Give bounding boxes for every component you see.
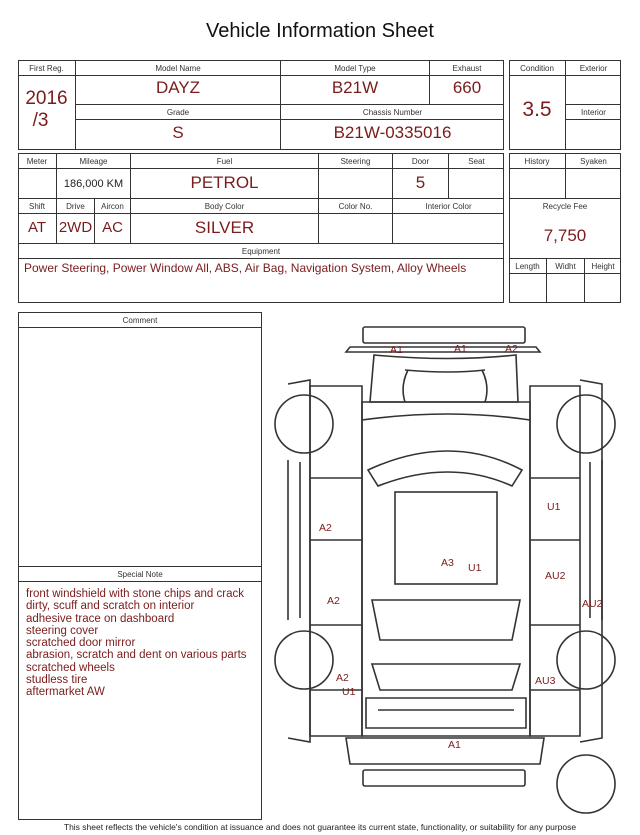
note-line: scratched door mirror	[26, 637, 136, 650]
door-value: 5	[415, 173, 426, 192]
damage-mark: A3	[441, 557, 454, 569]
exhaust-value: 660	[452, 78, 482, 97]
damage-mark: A1	[448, 739, 461, 751]
damage-mark: AU3	[535, 675, 556, 687]
exterior-label: Exterior	[579, 64, 608, 73]
seat-label: Seat	[468, 157, 485, 166]
model-type-label: Model Type	[334, 64, 376, 73]
damage-mark: AU2	[545, 570, 566, 582]
model-name-value: DAYZ	[155, 78, 201, 97]
body-color-label: Body Color	[204, 202, 245, 211]
interior-label: Interior	[581, 108, 606, 117]
aircon-value: AC	[102, 219, 123, 236]
front-left-wheel	[275, 395, 333, 453]
aircon-label: Aircon	[101, 202, 124, 211]
model-type-value: B21W	[331, 78, 379, 97]
damage-mark: A2	[319, 522, 332, 534]
mileage-value: 186,000 KM	[63, 178, 124, 190]
damage-mark: A1	[454, 343, 467, 355]
syaken-label: Syaken	[580, 157, 607, 166]
note-line: adhesive trace on dashboard	[26, 612, 175, 625]
spare-wheel	[557, 755, 615, 813]
condition-value: 3.5	[522, 98, 552, 121]
comment-label: Comment	[122, 316, 158, 325]
damage-mark: A1	[390, 344, 403, 356]
first-reg-label: First Reg.	[29, 64, 64, 73]
condition-label: Condition	[520, 64, 554, 73]
damage-mark: A2	[327, 595, 340, 607]
chassis-number-value: B21W-0335016	[333, 123, 452, 142]
damage-mark: A2	[505, 343, 518, 355]
recycle-fee-label: Recycle Fee	[542, 202, 588, 211]
drive-label: Drive	[66, 202, 85, 211]
shift-value: AT	[27, 219, 47, 236]
interior-color-label: Interior Color	[425, 202, 472, 211]
page-title: Vehicle Information Sheet	[206, 20, 434, 42]
damage-mark: U1	[547, 501, 561, 513]
special-note-list	[26, 588, 254, 699]
drive-value: 2WD	[58, 219, 93, 236]
width-label: Widht	[555, 262, 576, 271]
body-color-value: SILVER	[194, 218, 255, 237]
special-note-label: Special Note	[117, 570, 163, 579]
first-reg-month: /3	[32, 110, 49, 131]
damage-mark: A2	[336, 672, 349, 684]
equipment-label: Equipment	[241, 247, 281, 256]
damage-mark: U1	[468, 562, 482, 574]
chassis-number-label: Chassis Number	[362, 108, 423, 117]
exhaust-label: Exhaust	[452, 64, 482, 73]
fuel-value: PETROL	[190, 173, 259, 192]
history-label: History	[524, 157, 550, 166]
damage-mark: AU2	[582, 598, 603, 610]
height-label: Height	[591, 262, 615, 271]
note-line: abrasion, scratch and dent on various parts	[26, 649, 247, 662]
disclaimer-footer: This sheet reflects the vehicle's condition at issuance and does not guarantee its current state, functionality, or suitability for any purpose	[63, 822, 577, 832]
grade-value: S	[172, 123, 184, 142]
note-line: aftermarket AW	[26, 686, 105, 699]
note-line: steering cover	[26, 624, 99, 637]
equipment-value: Power Steering, Power Window All, ABS, Air Bag, Navigation System, Alloy Wheels	[24, 261, 467, 275]
door-label: Door	[411, 157, 430, 166]
color-no-label: Color No.	[338, 202, 373, 211]
front-right-wheel	[557, 395, 615, 453]
note-line: scratched wheels	[26, 661, 115, 674]
recycle-fee-value: 7,750	[543, 226, 587, 245]
model-name-label: Model Name	[155, 64, 201, 73]
mileage-label: Mileage	[79, 157, 108, 166]
rear-right-wheel	[557, 631, 615, 689]
length-label: Length	[515, 262, 540, 271]
fuel-label: Fuel	[216, 157, 233, 166]
note-line: dirty, scuff and scratch on interior	[26, 600, 195, 613]
grade-label: Grade	[166, 108, 190, 117]
note-line: front windshield with stone chips and crack	[26, 588, 244, 600]
meter-label: Meter	[26, 157, 48, 166]
steering-label: Steering	[340, 157, 371, 166]
shift-label: Shift	[28, 202, 45, 211]
note-line: studless tire	[26, 674, 88, 687]
rear-left-wheel	[275, 631, 333, 689]
damage-mark: U1	[342, 686, 356, 698]
first-reg-year: 2016	[25, 88, 68, 109]
